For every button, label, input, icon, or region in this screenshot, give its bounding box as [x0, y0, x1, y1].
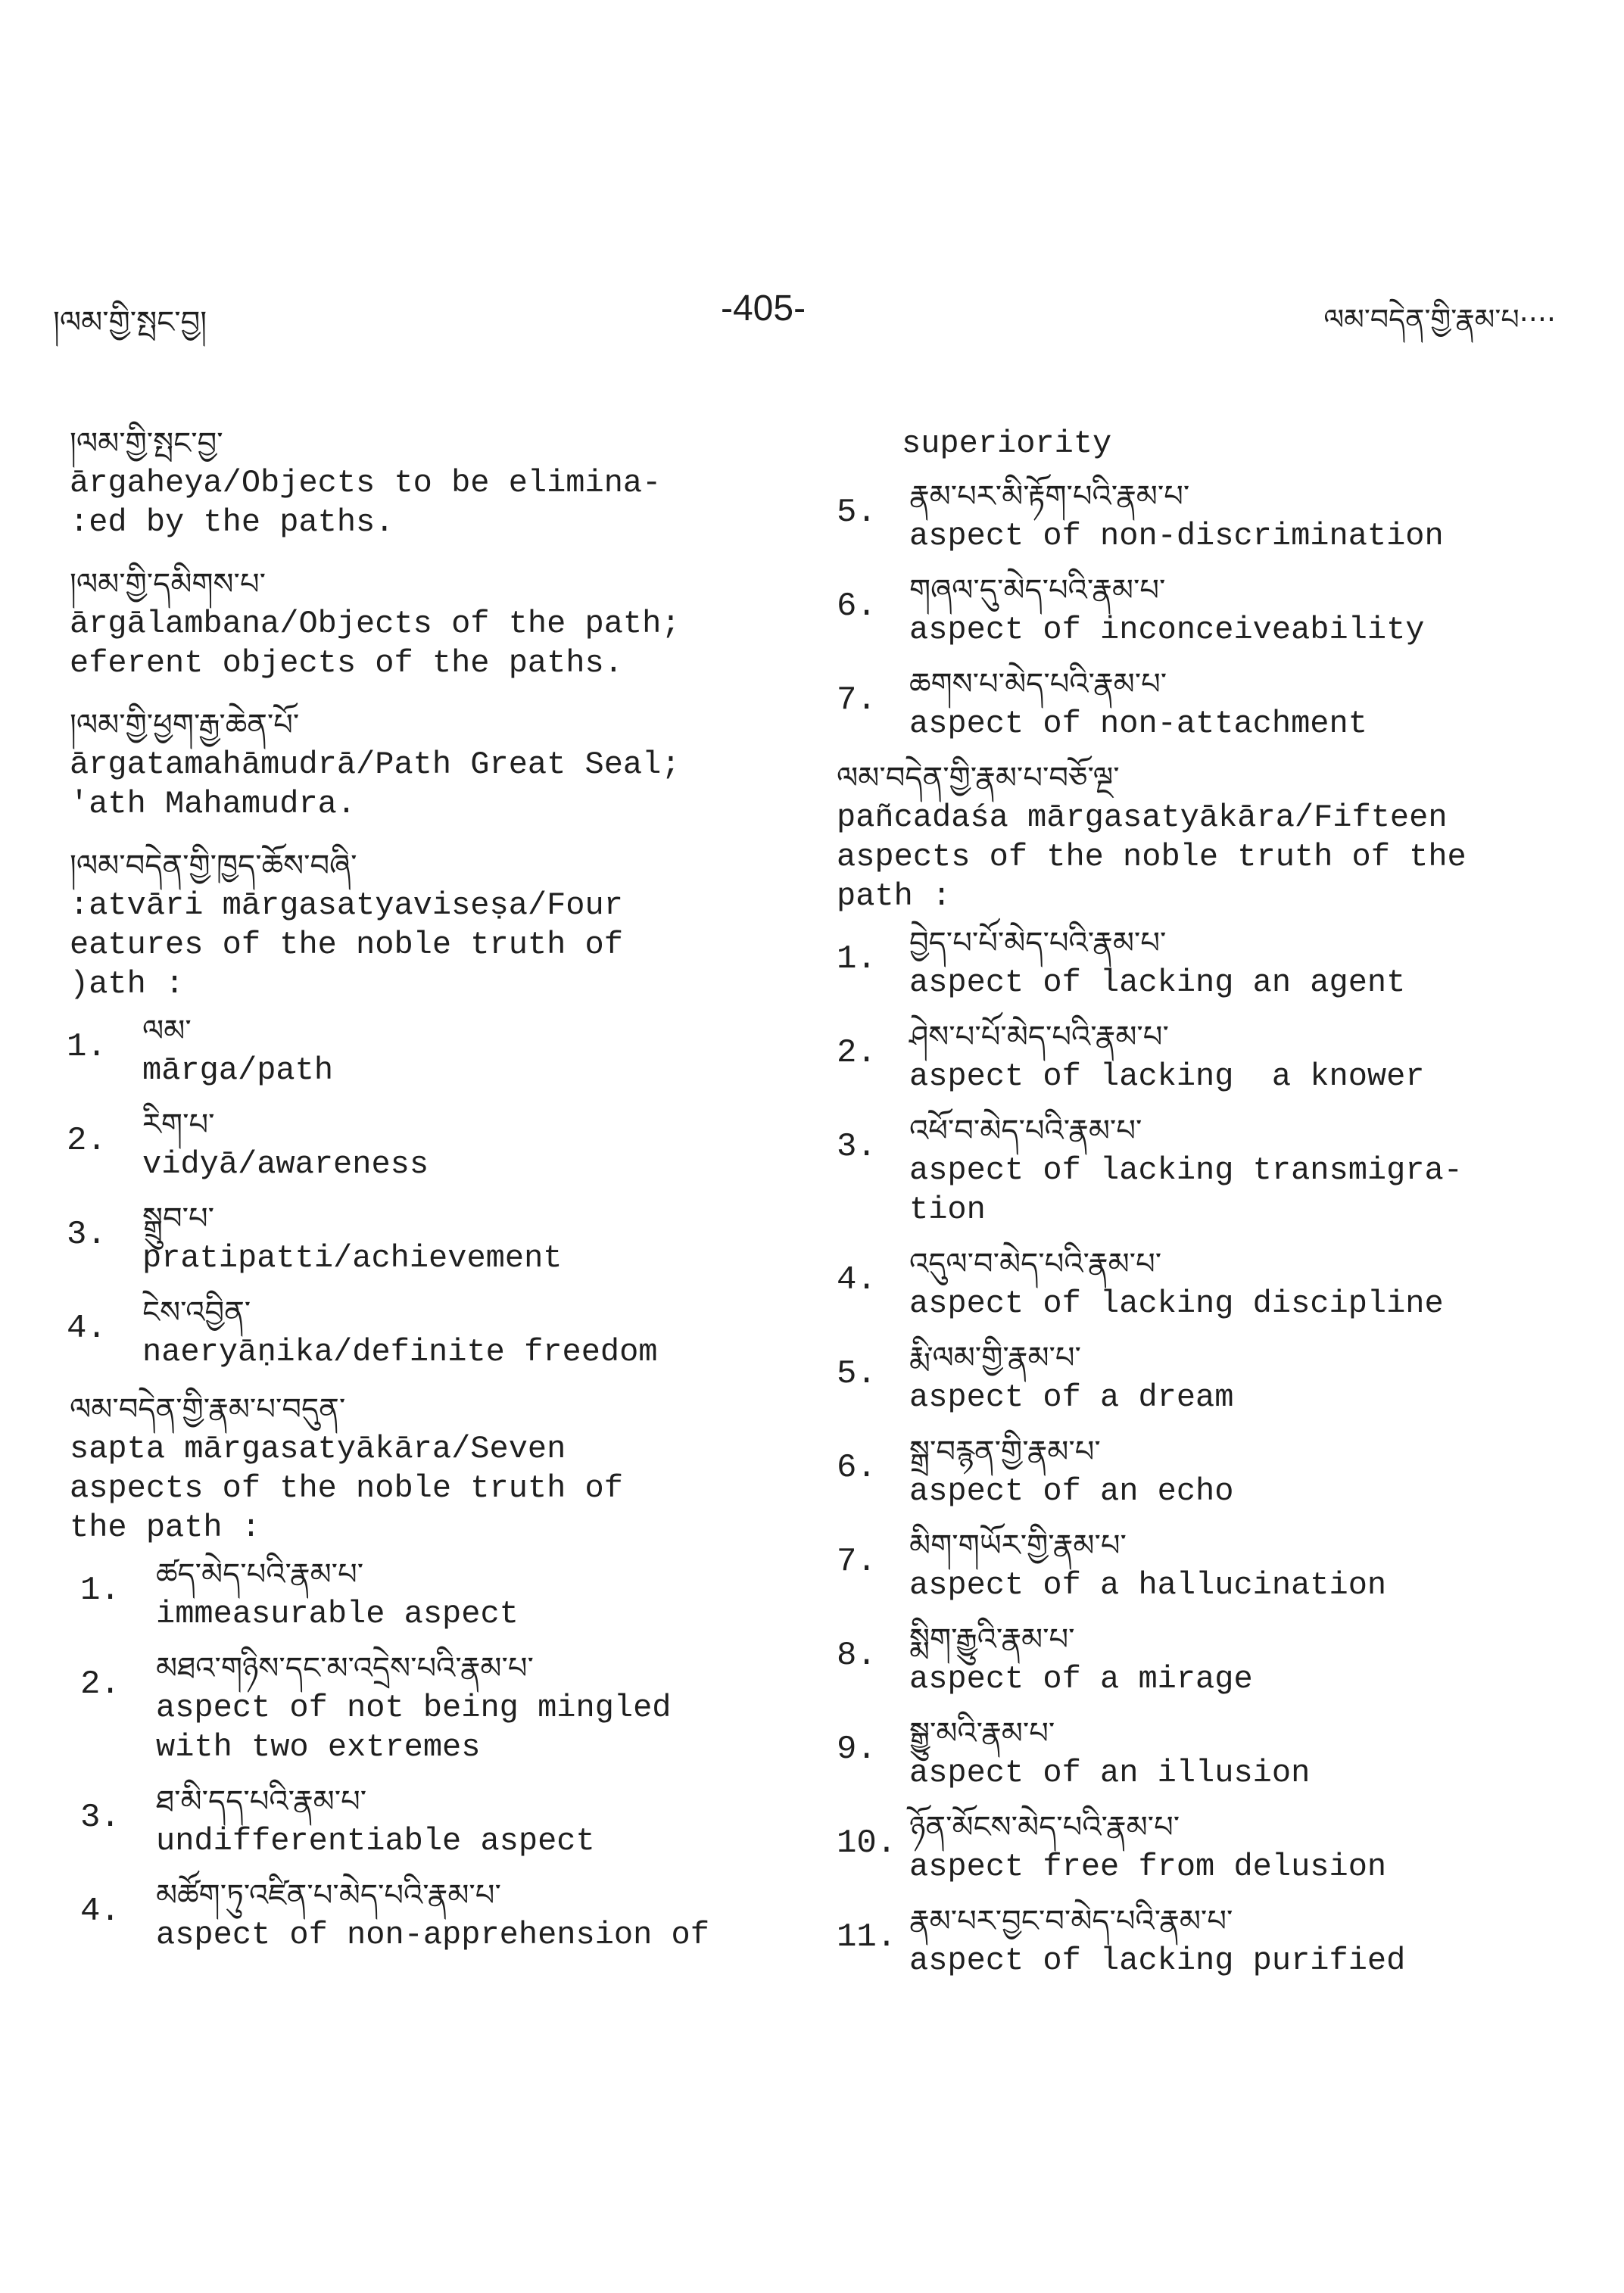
item-gloss: tion	[909, 1192, 986, 1228]
item-tibetan: མིག་གཡོར་གྱི་རྣམ་པ་	[909, 1528, 1127, 1563]
item-tibetan: སྒྲ་བརྙན་གྱི་རྣམ་པ་	[909, 1435, 1101, 1469]
entry-line: ārgatamahāmudrā/Path Great Seal;	[70, 746, 681, 783]
item-number: 10.	[837, 1824, 897, 1862]
item-gloss: with two extremes	[156, 1729, 481, 1765]
page-number: -405-	[721, 288, 806, 329]
item-gloss: aspect of lacking transmigra-	[909, 1152, 1463, 1189]
item-number: 2.	[837, 1034, 877, 1072]
item-tibetan: སྒྲུབ་པ་	[142, 1201, 215, 1236]
item-number: 2.	[67, 1122, 107, 1160]
list-item	[67, 1199, 751, 1278]
item-gloss: vidyā/awareness	[142, 1146, 429, 1182]
running-head-left: །ལམ་གྱི་སྤང་བྱ།	[53, 305, 207, 340]
entry-line: eferent objects of the paths.	[70, 645, 623, 681]
entry-tibetan: །ལམ་གྱི་དམིགས་པ་	[70, 567, 266, 602]
item-gloss: pratipatti/achievement	[142, 1240, 563, 1276]
entry-line: aspects of the noble truth of the	[837, 839, 1467, 875]
item-number: 3.	[837, 1128, 877, 1166]
four-features-list	[67, 1011, 751, 1372]
item-number: 1.	[80, 1572, 120, 1609]
item-gloss: aspect of non-attachment	[909, 706, 1367, 742]
item-gloss: aspect of inconceiveability	[909, 612, 1425, 648]
item-gloss: aspect of a dream	[909, 1379, 1234, 1416]
list-item	[837, 1714, 1594, 1793]
list-item	[837, 924, 1594, 1002]
item-tibetan: རིག་པ་	[142, 1108, 215, 1142]
entry-tibetan: །ལམ་གྱི་ཕྱག་རྒྱ་ཆེན་པོ་	[70, 708, 300, 743]
list-item	[837, 1017, 1594, 1096]
item-tibetan: མཐའ་གཉིས་དང་མ་འདྲེས་པའི་རྣམ་པ་	[156, 1651, 534, 1686]
seven-aspects-list	[80, 1555, 751, 1955]
fifteen-aspects-list	[837, 924, 1594, 1980]
list-item	[837, 1338, 1594, 1417]
seven-aspects-continued-list	[837, 477, 1594, 743]
entry-line: ārgālambana/Objects of the path;	[70, 606, 681, 642]
entry-tibetan: ལམ་བདེན་གྱི་རྣམ་པ་བཅོ་ལྔ་	[837, 761, 1120, 796]
left-column	[67, 424, 751, 1970]
list-item	[67, 1011, 751, 1090]
item-tibetan: ཉོན་མོངས་མེད་པའི་རྣམ་པ་	[909, 1810, 1180, 1845]
entry-line: )ath :	[70, 966, 185, 1002]
entry-seven-aspects	[70, 1390, 751, 1547]
running-head-right: ལམ་བདེན་གྱི་རྣམ་པ····	[1323, 303, 1556, 336]
item-tibetan: བྱེད་པ་པོ་མེད་པའི་རྣམ་པ་	[909, 926, 1167, 961]
item-number: 4.	[67, 1310, 107, 1347]
entry-line: 'ath Mahamudra.	[70, 786, 357, 822]
item-tibetan: ཆགས་པ་མེད་པའི་རྣམ་པ་	[909, 667, 1167, 702]
item-number: 3.	[80, 1799, 120, 1837]
list-item	[80, 1649, 751, 1767]
entry-line: ārgaheya/Objects to be elimina-	[70, 465, 662, 501]
item-tibetan: སྨིག་རྒྱུའི་རྣམ་པ་	[909, 1622, 1075, 1657]
entry-line: :ed by the paths.	[70, 504, 394, 541]
item-number: 4.	[80, 1893, 120, 1930]
item-number: 7.	[837, 1543, 877, 1581]
list-item	[837, 1902, 1594, 1980]
item-tibetan: མཚོག་ཏུ་འཛིན་པ་མེད་པའི་རྣམ་པ་	[156, 1878, 501, 1913]
entry-tibetan: ལམ་བདེན་གྱི་རྣམ་པ་བདུན་	[70, 1392, 346, 1427]
item-gloss: aspect of a mirage	[909, 1661, 1253, 1697]
item-number: 3.	[67, 1216, 107, 1254]
item-tibetan: ཤེས་པ་པོ་མེད་པའི་རྣམ་པ་	[909, 1020, 1169, 1055]
item-tibetan: ཚད་མེད་པའི་རྣམ་པ་	[156, 1557, 364, 1592]
list-item	[837, 1111, 1594, 1229]
item-number: 5.	[837, 494, 877, 531]
entry-line: pañcadaśa mārgasatyākāra/Fifteen	[837, 799, 1448, 836]
item-number: 8.	[837, 1637, 877, 1675]
right-column	[837, 424, 1594, 1995]
item-number: 2.	[80, 1665, 120, 1703]
list-item	[837, 1620, 1594, 1699]
list-item	[837, 1432, 1594, 1511]
item-gloss: aspect of an echo	[909, 1473, 1234, 1509]
entry-fifteen-aspects	[837, 759, 1594, 916]
list-item	[837, 1808, 1594, 1886]
list-item	[837, 1526, 1594, 1605]
item-gloss: aspect of non-apprehension of	[156, 1917, 709, 1953]
item-number: 5.	[837, 1355, 877, 1393]
entry-objects-of-the-path	[70, 565, 751, 683]
list-item	[837, 665, 1594, 743]
item-tibetan: འཕོ་བ་མེད་པའི་རྣམ་པ་	[909, 1114, 1142, 1148]
item-number: 9.	[837, 1731, 877, 1768]
item-gloss: aspect of lacking discipline	[909, 1285, 1444, 1322]
entry-tibetan: །ལམ་གྱི་སྤང་བྱ་	[70, 426, 223, 461]
continuation-text: superiority	[902, 425, 1112, 462]
item-number: 7.	[837, 681, 877, 719]
list-item	[837, 571, 1594, 650]
item-gloss: mārga/path	[142, 1052, 334, 1089]
item-tibetan: རྣམ་པར་མི་རྟོག་པའི་རྣམ་པ་	[909, 479, 1190, 514]
entry-line: sapta mārgasatyākāra/Seven	[70, 1431, 566, 1467]
entry-line: the path :	[70, 1509, 261, 1546]
item-tibetan: ངེས་འབྱིན་	[142, 1295, 251, 1330]
item-gloss: aspect of an illusion	[909, 1755, 1311, 1791]
item-tibetan: རྣམ་པར་བྱང་བ་མེད་པའི་རྣམ་པ་	[909, 1904, 1233, 1939]
entry-line: aspects of the noble truth of	[70, 1470, 623, 1506]
list-item	[67, 1105, 751, 1184]
item-number: 6.	[837, 1449, 877, 1487]
item-number: 1.	[67, 1028, 107, 1066]
item-gloss: aspect of not being mingled	[156, 1690, 672, 1726]
entry-line: :atvāri mārgasatyaviseṣa/Four	[70, 887, 623, 924]
item-gloss: aspect of lacking a knower	[909, 1058, 1425, 1095]
item-gloss: naeryāṇika/definite freedom	[142, 1334, 658, 1370]
item-gloss: aspect of non-discrimination	[909, 518, 1444, 554]
entry-tibetan: །ལམ་བདེན་གྱི་ཁྱད་ཆོས་བཞི་	[70, 849, 357, 883]
item-gloss: aspect of a hallucination	[909, 1567, 1387, 1603]
item-gloss: undifferentiable aspect	[156, 1823, 595, 1859]
item-gloss: aspect of lacking an agent	[909, 964, 1406, 1001]
item-number: 4.	[837, 1261, 877, 1299]
item-tibetan: རྨི་ལམ་གྱི་རྣམ་པ་	[909, 1341, 1081, 1375]
list-item	[80, 1782, 751, 1861]
item-tibetan: གཞལ་དུ་མེད་པའི་རྣམ་པ་	[909, 573, 1166, 608]
entry-line: path :	[837, 878, 952, 914]
entry-four-features	[70, 846, 751, 1004]
item-tibetan: ཐ་མི་དད་པའི་རྣམ་པ་	[156, 1784, 367, 1819]
list-item	[837, 1245, 1594, 1323]
item-gloss: aspect of lacking purified	[909, 1943, 1406, 1979]
list-item	[67, 1293, 751, 1372]
item-gloss: aspect free from delusion	[909, 1849, 1387, 1885]
entry-line: eatures of the noble truth of	[70, 927, 623, 963]
list-item	[837, 477, 1594, 556]
item-gloss: immeasurable aspect	[156, 1596, 519, 1632]
item-number: 6.	[837, 587, 877, 625]
item-tibetan: སྒྱུ་མའི་རྣམ་པ་	[909, 1716, 1055, 1751]
entry-path-great-seal	[70, 706, 751, 824]
item-number: 11.	[837, 1918, 897, 1956]
item-tibetan: ལམ་	[142, 1014, 192, 1048]
list-item	[80, 1555, 751, 1634]
item-tibetan: འདུལ་བ་མེད་པའི་རྣམ་པ་	[909, 1247, 1162, 1282]
list-item	[80, 1876, 751, 1955]
entry-objects-to-be-eliminated	[70, 424, 751, 542]
item-number: 1.	[837, 940, 877, 978]
